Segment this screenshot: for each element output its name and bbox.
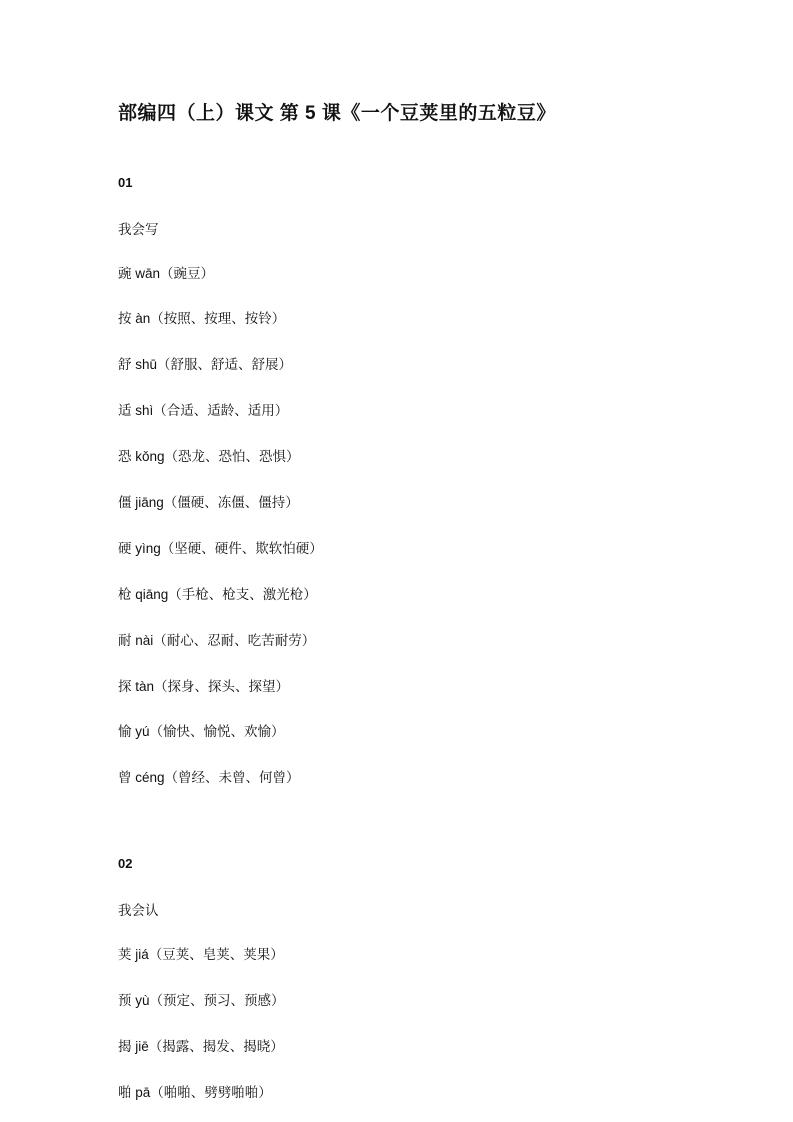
- vocabulary-entry: 僵 jiāng（僵硬、冻僵、僵持）: [118, 494, 299, 510]
- vocabulary-entry: 硬 yìng（坚硬、硬件、欺软怕硬）: [118, 540, 323, 556]
- vocabulary-entry: 愉 yú（愉快、愉悦、欢愉）: [118, 724, 285, 740]
- vocabulary-entry: 恐 kǒng（恐龙、恐怕、恐惧）: [118, 449, 300, 465]
- vocabulary-entry: 按 àn（按照、按理、按铃）: [118, 311, 286, 327]
- section-02: [118, 856, 675, 1103]
- vocabulary-entry: 舒 shū（舒服、舒适、舒展）: [118, 357, 293, 373]
- vocabulary-entry: 曾 céng（曾经、未曾、何曾）: [118, 770, 300, 786]
- vocabulary-entry: 探 tàn（探身、探头、探望）: [118, 678, 290, 694]
- vocabulary-entry: 豌 wān（豌豆）: [118, 265, 215, 281]
- section-label: 我会认: [118, 903, 159, 919]
- section-spacer: [118, 788, 675, 810]
- vocabulary-entry: 枪 qiāng（手枪、枪支、激光枪）: [118, 586, 317, 602]
- vocabulary-entry: 耐 nài（耐心、忍耐、吃苦耐劳）: [118, 632, 316, 648]
- section-number: 02: [118, 856, 133, 872]
- vocabulary-entry: 适 shì（合适、适龄、适用）: [118, 403, 289, 419]
- section-01: [118, 175, 675, 789]
- section-label: 我会写: [118, 221, 159, 237]
- page-title: 部编四（上）课文 第 5 课《一个豆荚里的五粒豆》: [118, 103, 556, 124]
- section-number: 01: [118, 174, 133, 190]
- vocabulary-entry: 荚 jiá（豆荚、皂荚、荚果）: [118, 947, 284, 963]
- vocabulary-entry: 揭 jiē（揭露、揭发、揭晓）: [118, 1038, 284, 1054]
- vocabulary-entry: 啪 pā（啪啪、劈劈啪啪）: [118, 1084, 272, 1100]
- vocabulary-entry: 预 yù（预定、预习、预感）: [118, 993, 285, 1009]
